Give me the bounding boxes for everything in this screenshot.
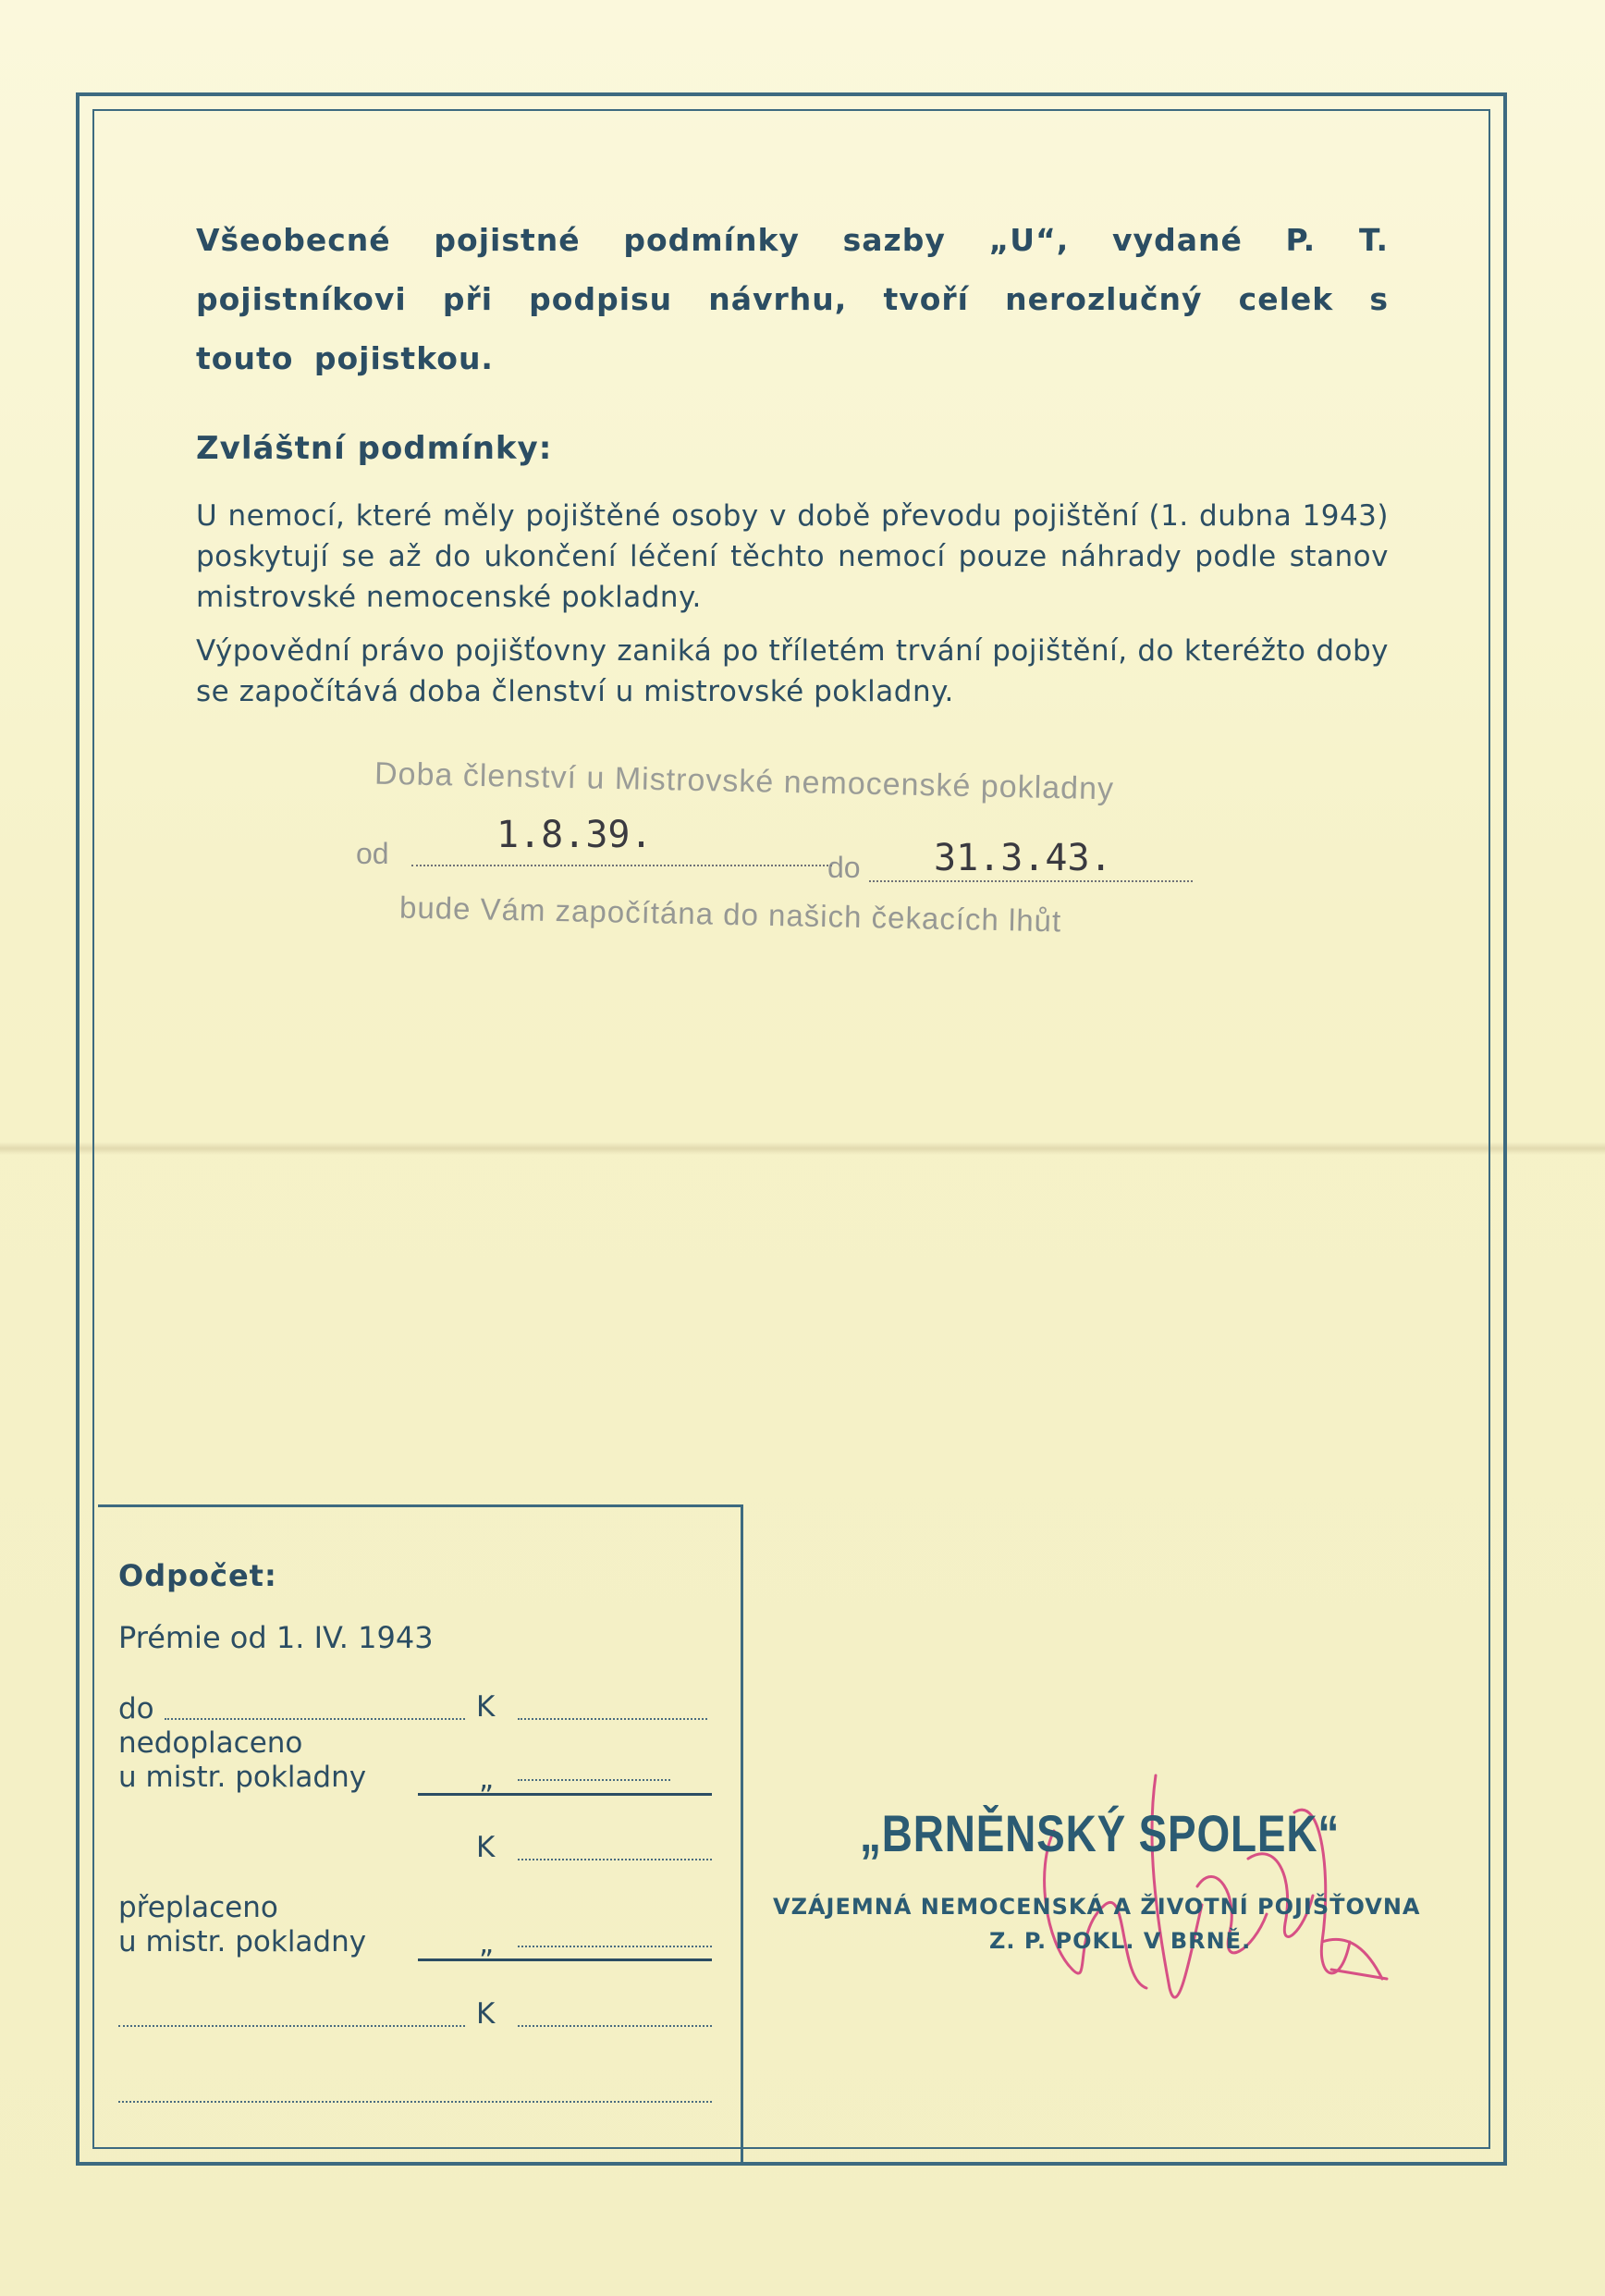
- membership-stamp-line3: bude Vám započítána do našich čekacích lhůt: [398, 890, 1062, 939]
- deduction-do-dotted-line: [165, 1718, 465, 1720]
- special-conditions-heading: Zvláštní podmínky:: [196, 430, 553, 467]
- overpaid-dotted-line: [518, 1946, 712, 1947]
- underpaid-dotted-line: [518, 1779, 670, 1781]
- special-conditions-paragraph-1: U nemocí, které měly pojištěné osoby v době převodu pojištění (1. dubna 1943) poskytují se až do ukončení léčení těchto nemocí pouze náhrady podle stanov mistrovské nemocenské pokladny.: [196, 499, 1389, 614]
- deduction-k2-dotted-line: [518, 1859, 712, 1860]
- deduction-k-3: K: [476, 1997, 496, 2031]
- underpaid-label-2: u mistr. pokladny: [118, 1761, 367, 1794]
- insurer-subtitle: VZÁJEMNÁ NEMOCENSKÁ A ŽIVOTNÍ POJIŠŤOVNA: [773, 1894, 1421, 1920]
- special-conditions-paragraph-2: Výpovědní právo pojišťovny zaniká po tříletém trvání pojištění, do kteréžto doby se započítává doba členství u mistrovské pokladny.: [196, 634, 1389, 708]
- insurer-location: Z. P. POKL. V BRNĚ.: [989, 1928, 1252, 1954]
- insurer-name: „BRNĚNSKÝ SPOLEK“: [860, 1804, 1341, 1862]
- deduction-k-2: K: [476, 1831, 496, 1864]
- overpaid-sum-line: [418, 1958, 712, 1961]
- stamp-dotted-line-from: [411, 865, 832, 866]
- deduction-k1-dotted-line: [518, 1718, 707, 1720]
- underpaid-ditto-mark: „: [479, 1762, 495, 1796]
- stamp-date-to: 31.3.43.: [934, 837, 1112, 879]
- deduction-k3-dotted-line: [518, 2025, 712, 2027]
- stamp-dotted-line-to: [869, 880, 1193, 882]
- stamp-od-label: od: [356, 837, 389, 870]
- deduction-final-dotted-line: [118, 2025, 465, 2027]
- overpaid-label: přeplaceno: [118, 1891, 278, 1924]
- overpaid-ditto-mark: „: [479, 1927, 495, 1960]
- premium-from-label: Prémie od 1. IV. 1943: [118, 1620, 434, 1655]
- deduction-k-1: K: [476, 1690, 496, 1724]
- overpaid-label-2: u mistr. pokladny: [118, 1925, 367, 1958]
- deduction-do-label: do: [118, 1692, 154, 1725]
- deduction-bottom-dotted-line: [118, 2101, 712, 2103]
- stamp-do-label: do: [827, 851, 861, 884]
- underpaid-sum-line: [418, 1793, 712, 1796]
- deduction-heading: Odpočet:: [118, 1558, 277, 1593]
- underpaid-label: nedoplaceno: [118, 1726, 303, 1760]
- membership-stamp-line1: Doba členství u Mistrovské nemocenské pokladny: [374, 755, 1115, 807]
- stamp-date-from: 1.8.39.: [496, 814, 653, 856]
- deduction-box: [98, 1504, 743, 2165]
- general-conditions-paragraph: Všeobecné pojistné podmínky sazby „U“, vydané P. T. pojistníkovi při podpisu návrhu, tvoří nerozlučný celek s touto pojistkou.: [196, 222, 1389, 376]
